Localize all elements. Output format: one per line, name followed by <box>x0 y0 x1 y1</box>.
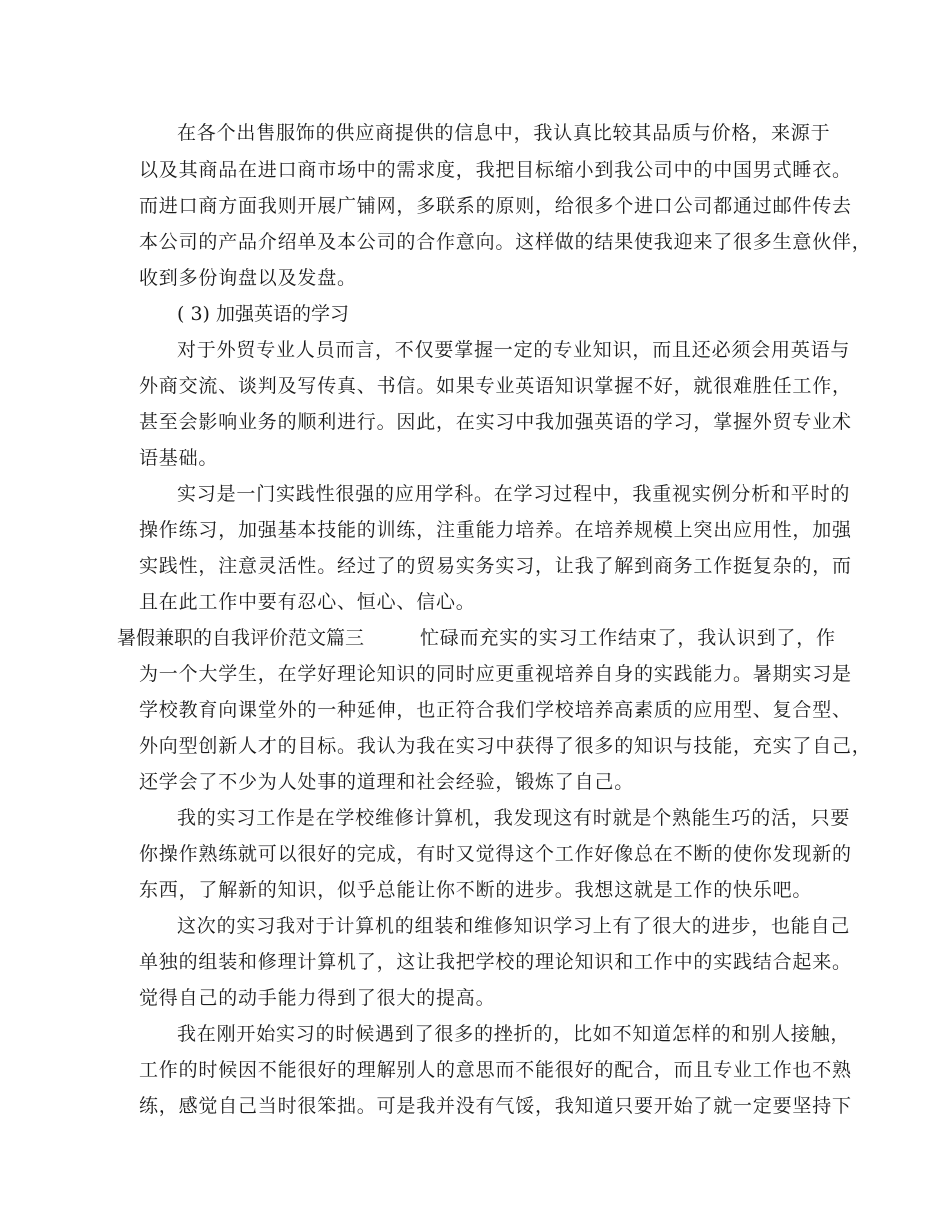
paragraph-line: 东西，了解新的知识，似乎总能让你不断的进步。我想这就是工作的快乐吧。 <box>139 879 813 901</box>
paragraph-line: 语基础。 <box>139 447 219 469</box>
paragraph-line: 操作练习，加强基本技能的训练，注重能力培养。在培养规模上突出应用性，加强 <box>139 519 852 541</box>
section-heading: ( 3) 加强英语的学习 <box>177 303 349 325</box>
paragraph-line: 且在此工作中要有忍心、恒心、信心。 <box>139 591 476 613</box>
paragraph-line: 实习是一门实践性很强的应用学科。在学习过程中，我重视实例分析和平时的 <box>177 483 851 505</box>
paragraph-line: 还学会了不少为人处事的道理和社会经验，锻炼了自己。 <box>139 771 635 793</box>
paragraph-line: 本公司的产品介绍单及本公司的合作意向。这样做的结果使我迎来了很多生意伙伴， <box>139 231 872 253</box>
paragraph-line: 忙碌而充实的实习工作结束了，我认识到了，作 <box>420 627 836 649</box>
paragraph-line: 外向型创新人才的目标。我认为我在实习中获得了很多的知识与技能，充实了自己， <box>139 735 872 757</box>
paragraph-line: 外商交流、谈判及写传真、书信。如果专业英语知识掌握不好，就很难胜任工作， <box>139 375 852 397</box>
article-title: 暑假兼职的自我评价范文篇三 <box>117 627 365 649</box>
paragraph-line: 收到多份询盘以及发盘。 <box>139 267 357 289</box>
paragraph-line: 我在刚开始实习的时候遇到了很多的挫折的，比如不知道怎样的和别人接触， <box>177 1023 851 1045</box>
paragraph-line: 觉得自己的动手能力得到了很大的提高。 <box>139 987 496 1009</box>
paragraph-line: 学校教育向课堂外的一种延伸，也正符合我们学校培养高素质的应用型、复合型、 <box>139 699 852 721</box>
paragraph-line: 工作的时候因不能很好的理解别人的意思而不能很好的配合，而且专业工作也不熟 <box>139 1059 852 1081</box>
paragraph-line: 练，感觉自己当时很笨拙。可是我并没有气馁，我知道只要开始了就一定要坚持下 <box>139 1095 852 1117</box>
paragraph-line: 以及其商品在进口商市场中的需求度，我把目标缩小到我公司中的中国男式睡衣。 <box>139 159 852 181</box>
paragraph-line: 这次的实习我对于计算机的组装和维修知识学习上有了很大的进步，也能自己 <box>177 915 851 937</box>
paragraph-line: 我的实习工作是在学校维修计算机，我发现这有时就是个熟能生巧的活，只要 <box>177 807 851 829</box>
paragraph-line: 而进口商方面我则开展广铺网，多联系的原则，给很多个进口公司都通过邮件传去 <box>139 195 852 217</box>
paragraph-line: 单独的组装和修理计算机了，这让我把学校的理论知识和工作中的实践结合起来。 <box>139 951 852 973</box>
paragraph-line: 实践性，注意灵活性。经过了的贸易实务实习，让我了解到商务工作挺复杂的，而 <box>139 555 852 577</box>
paragraph-line: 对于外贸专业人员而言，不仅要掌握一定的专业知识，而且还必须会用英语与 <box>177 339 851 361</box>
paragraph-line: 为一个大学生，在学好理论知识的同时应更重视培养自身的实践能力。暑期实习是 <box>139 663 852 685</box>
paragraph-line: 你操作熟练就可以很好的完成，有时又觉得这个工作好像总在不断的使你发现新的 <box>139 843 852 865</box>
paragraph-line: 甚至会影响业务的顺利进行。因此，在实习中我加强英语的学习，掌握外贸专业术 <box>139 411 852 433</box>
paragraph-line: 在各个出售服饰的供应商提供的信息中，我认真比较其品质与价格，来源于 <box>177 122 831 144</box>
